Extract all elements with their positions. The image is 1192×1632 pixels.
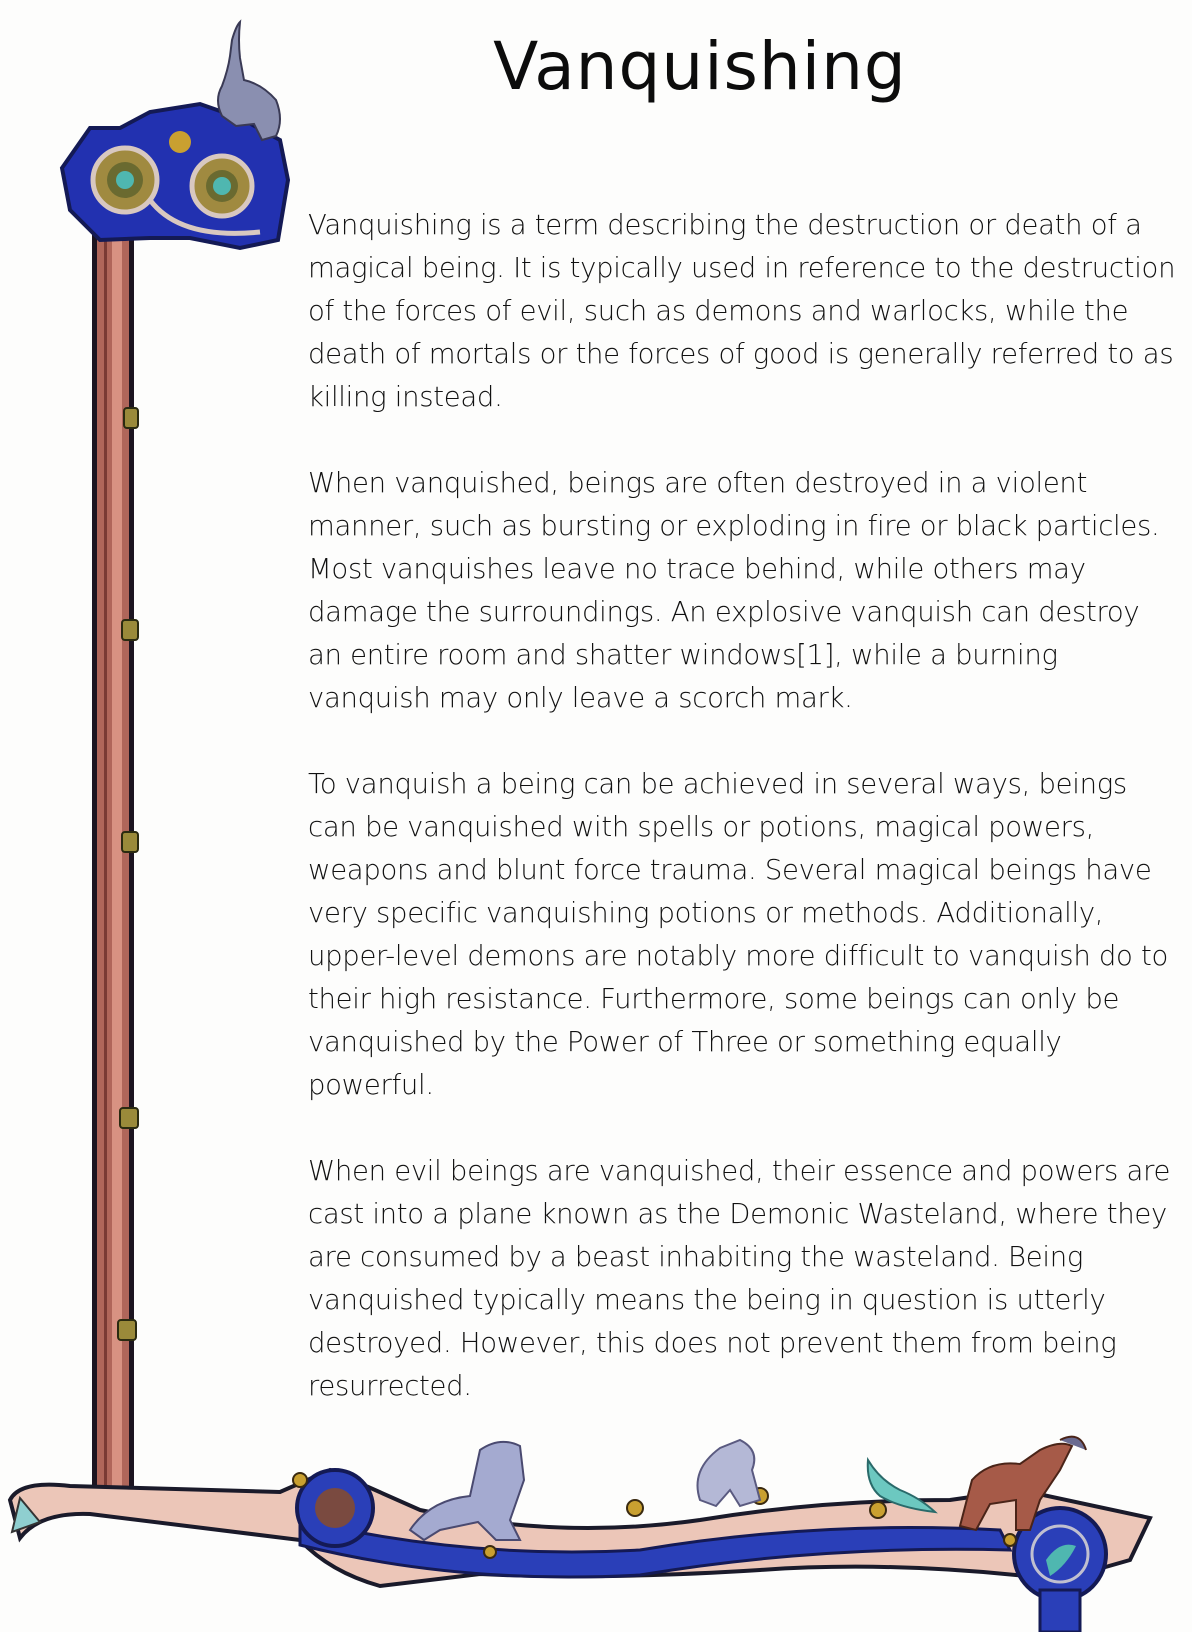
paragraph-manner: When vanquished, beings are often destroyed in a violent manner, such as bursting or exploding in fire or black particles. Most vanquishes leave no trace behind, while others may damage the surroundings. An explosive vanquish can destroy an entire room and shatter windows[1], while a burning vanquish may only leave a scorch mark. [308,467,1160,714]
article-body [308,204,1178,1451]
top-capital [62,22,288,248]
bottom-border [10,1437,1150,1632]
paragraph-definition: Vanquishing is a term describing the destruction or death of a magical being. It is typically used in reference to the destruction of the forces of evil, such as demons and warlocks, while the death of mortals or the forces of good is generally referred to as killing instead. [308,209,1176,413]
paragraph-wasteland: When evil beings are vanquished, their essence and powers are cast into a plane known as the Demonic Wasteland, where they are consumed by a beast inhabiting the wasteland. Being vanquished typically means the being in question is utterly destroyed. However, this does not prevent them from being resurrected. [308,1155,1171,1402]
paragraph-methods: To vanquish a being can be achieved in several ways, beings can be vanquished with spells or potions, magical powers, weapons and blunt force trauma. Several magical beings have very specific vanquishing potions or methods. Additionally, upper-level demons are notably more difficult to vanquish do to their high resistance. Furthermore, some beings can only be vanquished by the Power of Three or something equally powerful. [308,768,1169,1101]
vertical-staff [92,200,138,1500]
page-title: Vanquishing [493,28,907,105]
grey-hound-figure [410,1442,524,1540]
